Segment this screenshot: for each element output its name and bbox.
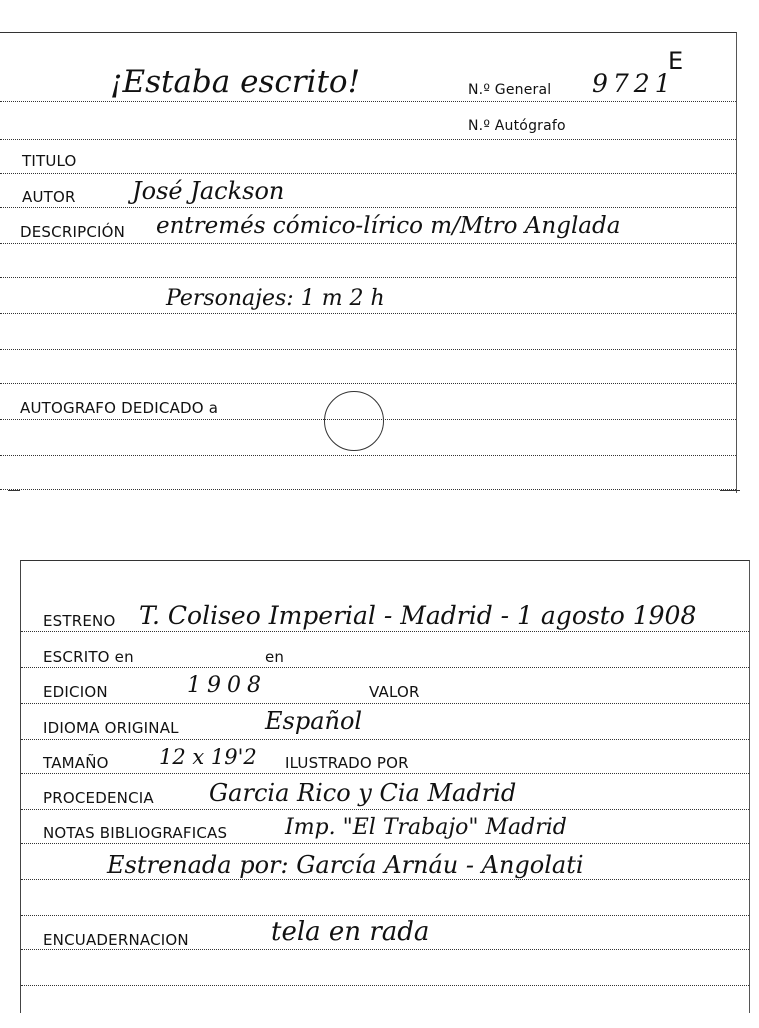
ruled-line bbox=[21, 915, 749, 916]
autograph-number-label: N.º Autógrafo bbox=[468, 118, 566, 134]
ruled-line bbox=[0, 173, 736, 174]
ruled-line bbox=[21, 843, 749, 844]
written-in-label: ESCRITO en bbox=[43, 648, 134, 666]
cut-mark bbox=[8, 490, 20, 491]
binding-label: ENCUADERNACION bbox=[43, 931, 189, 949]
general-number-value: 9721 bbox=[592, 69, 676, 98]
ruled-line bbox=[21, 949, 749, 950]
ruled-line bbox=[21, 667, 749, 668]
characters-value: Personajes: 1 m 2 h bbox=[166, 286, 385, 311]
bibliographic-notes-value: Imp. "El Trabajo" Madrid bbox=[285, 815, 567, 840]
edition-value: 1908 bbox=[187, 673, 267, 698]
ruled-line bbox=[21, 809, 749, 810]
description-label: DESCRIPCIÓN bbox=[20, 223, 126, 241]
size-label: TAMAÑO bbox=[43, 754, 109, 772]
premiered-by-value: Estrenada por: García Arnáu - Angolati bbox=[107, 851, 584, 879]
catalog-card-autograph bbox=[0, 32, 737, 493]
premiere-label: ESTRENO bbox=[43, 612, 116, 630]
provenance-label: PROCEDENCIA bbox=[43, 789, 154, 807]
illustrated-by-label: ILUSTRADO POR bbox=[285, 754, 409, 772]
description-value: entremés cómico-lírico m/Mtro Anglada bbox=[156, 213, 621, 239]
ruled-line bbox=[0, 313, 736, 314]
original-language-label: IDIOMA ORIGINAL bbox=[43, 719, 179, 737]
ruled-line bbox=[0, 383, 736, 384]
ruled-line bbox=[0, 101, 736, 102]
provenance-value: Garcia Rico y Cia Madrid bbox=[209, 779, 517, 807]
ruled-line bbox=[21, 985, 749, 986]
ruled-line bbox=[0, 455, 736, 456]
ruled-line bbox=[21, 703, 749, 704]
general-number-suffix: E bbox=[668, 47, 684, 75]
author-value: José Jackson bbox=[132, 177, 285, 205]
value-label: VALOR bbox=[369, 683, 420, 701]
author-label: AUTOR bbox=[22, 188, 76, 206]
handwritten-title: ¡Estaba escrito! bbox=[110, 64, 361, 100]
edition-label: EDICION bbox=[43, 683, 108, 701]
ruled-line bbox=[0, 243, 736, 244]
binding-value: tela en rada bbox=[271, 917, 430, 947]
ruled-line bbox=[0, 139, 736, 140]
ruled-line bbox=[21, 739, 749, 740]
original-language-value: Español bbox=[265, 707, 363, 735]
ruled-line bbox=[0, 207, 736, 208]
general-number-label: N.º General bbox=[468, 82, 552, 98]
ruled-line bbox=[21, 879, 749, 880]
ruled-line bbox=[21, 631, 749, 632]
bibliographic-notes-label: NOTAS BIBLIOGRAFICAS bbox=[43, 824, 228, 842]
dedicated-autograph-label: AUTOGRAFO DEDICADO a bbox=[20, 399, 219, 417]
ruled-line bbox=[0, 489, 736, 490]
cut-mark bbox=[720, 490, 740, 491]
ruled-line bbox=[21, 773, 749, 774]
ruled-line bbox=[0, 349, 736, 350]
punch-hole-mark bbox=[324, 391, 384, 451]
written-in-date-label: en bbox=[265, 648, 285, 666]
premiere-value: T. Coliseo Imperial - Madrid - 1 agosto 1908 bbox=[139, 601, 697, 630]
size-value: 12 x 19'2 bbox=[159, 745, 257, 769]
ruled-line bbox=[0, 277, 736, 278]
title-label: TITULO bbox=[22, 152, 77, 170]
catalog-card-premiere bbox=[20, 560, 750, 1013]
